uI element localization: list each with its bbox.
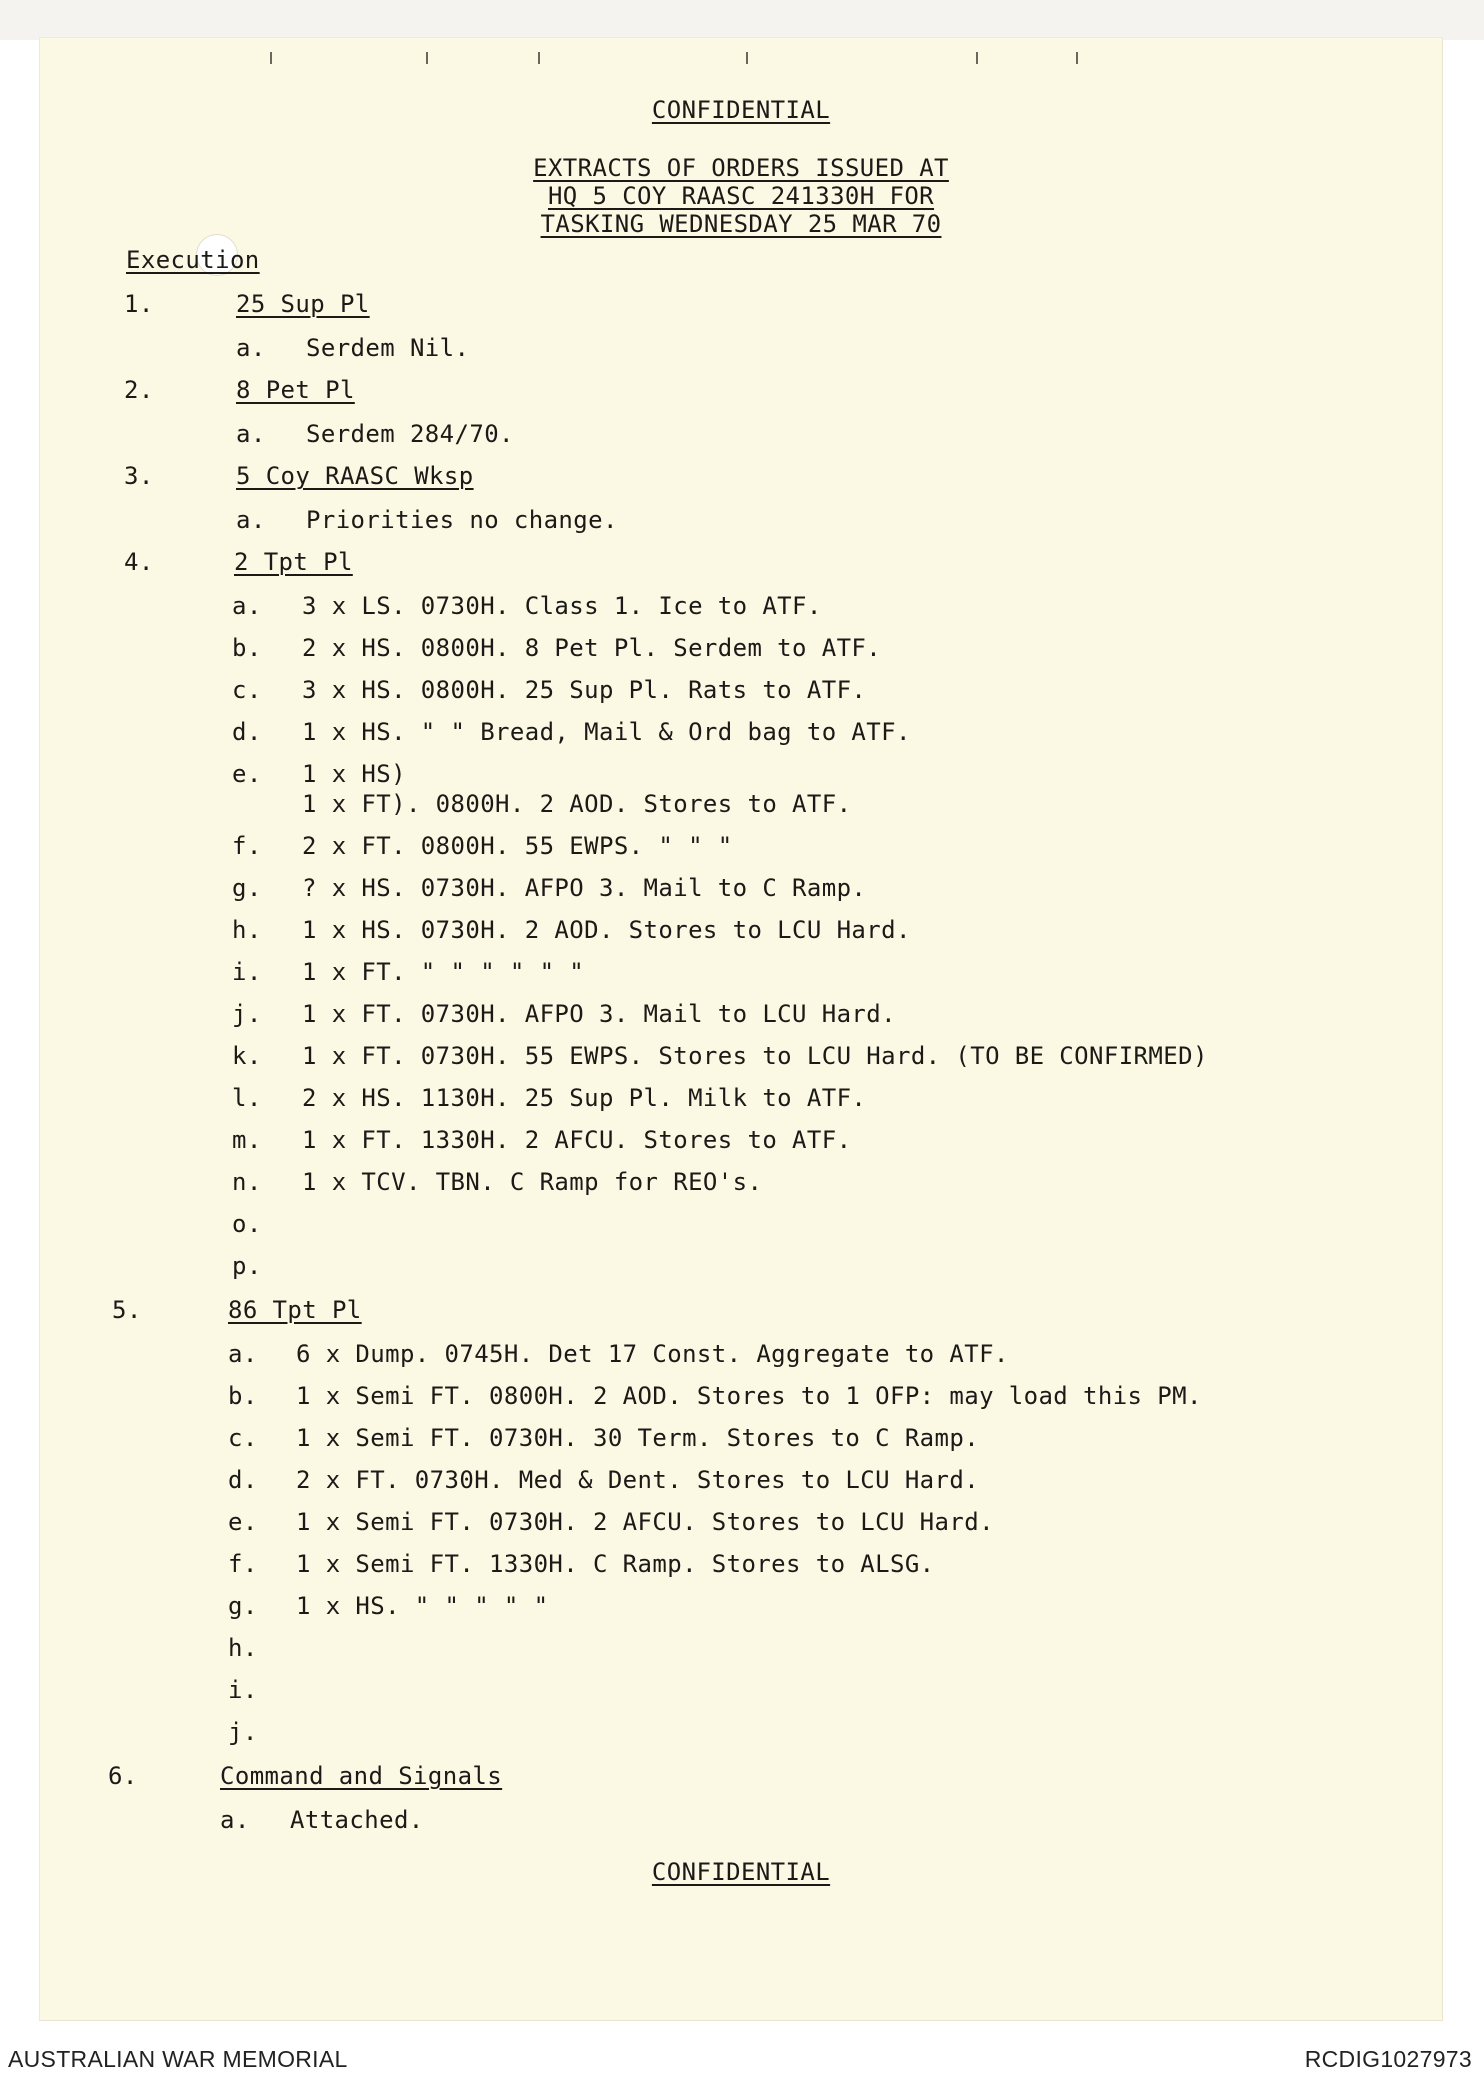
item-text: 1 x FT. 0730H. AFPO 3. Mail to LCU Hard. (302, 1000, 896, 1028)
title-line: TASKING WEDNESDAY 25 MAR 70 (540, 210, 942, 238)
item-text: 1 x Semi FT. 0730H. 2 AFCU. Stores to LCU Hard. (296, 1508, 994, 1536)
item-letter: j. (232, 1000, 262, 1028)
item-letter: b. (228, 1382, 258, 1410)
paragraph-heading: Command and Signals (220, 1762, 503, 1790)
item-text: 2 x HS. 0800H. 8 Pet Pl. Serdem to ATF. (302, 634, 882, 662)
scan-mark (538, 52, 540, 64)
archive-institution: AUSTRALIAN WAR MEMORIAL (8, 2046, 348, 2072)
paragraph-heading: 2 Tpt Pl (234, 548, 353, 576)
item-text: Attached. (290, 1806, 424, 1834)
item-text: Serdem Nil. (306, 334, 470, 362)
scan-mark (1076, 52, 1078, 64)
item-text: 1 x FT. 0730H. 55 EWPS. Stores to LCU Hard. (TO BE CONFIRMED) (302, 1042, 1208, 1070)
paragraph-number: 3. (124, 462, 154, 490)
item-letter: g. (228, 1592, 258, 1620)
header-classification: CONFIDENTIAL (651, 96, 831, 124)
item-text: 1 x Semi FT. 1330H. C Ramp. Stores to ALSG. (296, 1550, 935, 1578)
item-text: 1 x HS. " " Bread, Mail & Ord bag to ATF. (302, 718, 911, 746)
paragraph-number: 5. (112, 1296, 142, 1324)
item-letter: e. (232, 760, 262, 788)
item-letter: o. (232, 1210, 262, 1238)
item-letter: i. (232, 958, 262, 986)
item-letter: c. (228, 1424, 258, 1452)
item-text: 2 x HS. 1130H. 25 Sup Pl. Milk to ATF. (302, 1084, 867, 1112)
item-text: 1 x TCV. TBN. C Ramp for REO's. (302, 1168, 763, 1196)
paragraph-heading: 86 Tpt Pl (228, 1296, 362, 1324)
title-line: HQ 5 COY RAASC 241330H FOR (547, 182, 935, 210)
item-text: 1 x HS. 0730H. 2 AOD. Stores to LCU Hard. (302, 916, 911, 944)
scan-mark (270, 52, 272, 64)
paragraph-heading: 25 Sup Pl (236, 290, 370, 318)
paragraph-number: 6. (108, 1762, 138, 1790)
item-text: 1 x HS) (302, 760, 406, 788)
item-letter: n. (232, 1168, 262, 1196)
item-letter: c. (232, 676, 262, 704)
paragraph-number: 2. (124, 376, 154, 404)
item-letter: g. (232, 874, 262, 902)
item-text: 1 x Semi FT. 0800H. 2 AOD. Stores to 1 OFP: may load this PM. (296, 1382, 1202, 1410)
item-text: 1 x Semi FT. 0730H. 30 Term. Stores to C Ramp. (296, 1424, 980, 1452)
item-letter: k. (232, 1042, 262, 1070)
item-letter: h. (228, 1634, 258, 1662)
archive-reference: RCDIG1027973 (1304, 2046, 1472, 2072)
item-text: 1 x HS. " " " " " (296, 1592, 549, 1620)
item-text: 3 x HS. 0800H. 25 Sup Pl. Rats to ATF. (302, 676, 867, 704)
item-letter: l. (232, 1084, 262, 1112)
item-letter: a. (232, 592, 262, 620)
title-line: EXTRACTS OF ORDERS ISSUED AT (533, 154, 949, 182)
scan-mark (426, 52, 428, 64)
item-letter: d. (228, 1466, 258, 1494)
item-text: ? x HS. 0730H. AFPO 3. Mail to C Ramp. (302, 874, 867, 902)
item-letter: a. (228, 1340, 258, 1368)
item-text: Priorities no change. (306, 506, 618, 534)
paragraph-heading: 8 Pet Pl (236, 376, 355, 404)
item-letter: a. (236, 506, 266, 534)
item-text: 1 x FT. 1330H. 2 AFCU. Stores to ATF. (302, 1126, 852, 1154)
item-letter: a. (220, 1806, 250, 1834)
item-letter: d. (232, 718, 262, 746)
paragraph-number: 4. (124, 548, 154, 576)
item-letter: j. (228, 1718, 258, 1746)
item-text: 6 x Dump. 0745H. Det 17 Const. Aggregate to ATF. (296, 1340, 1009, 1368)
item-letter: h. (232, 916, 262, 944)
item-letter: m. (232, 1126, 262, 1154)
item-letter: f. (228, 1550, 258, 1578)
item-text: 2 x FT. 0800H. 55 EWPS. " " " (302, 832, 733, 860)
item-text: 1 x FT. " " " " " " (302, 958, 585, 986)
paragraph-heading: 5 Coy RAASC Wksp (236, 462, 474, 490)
item-letter: a. (236, 334, 266, 362)
scan-mark (976, 52, 978, 64)
item-letter: b. (232, 634, 262, 662)
section-heading: Execution (126, 246, 260, 274)
item-letter: e. (228, 1508, 258, 1536)
item-letter: i. (228, 1676, 258, 1704)
footer-classification: CONFIDENTIAL (651, 1858, 831, 1886)
document-page (40, 38, 1442, 2020)
item-text-continuation: 1 x FT). 0800H. 2 AOD. Stores to ATF. (302, 790, 852, 818)
item-text: 3 x LS. 0730H. Class 1. Ice to ATF. (302, 592, 822, 620)
item-letter: f. (232, 832, 262, 860)
item-text: 2 x FT. 0730H. Med & Dent. Stores to LCU Hard. (296, 1466, 980, 1494)
item-letter: p. (232, 1252, 262, 1280)
item-text: Serdem 284/70. (306, 420, 514, 448)
scan-mark (746, 52, 748, 64)
scan-border (0, 0, 1484, 40)
paragraph-number: 1. (124, 290, 154, 318)
item-letter: a. (236, 420, 266, 448)
